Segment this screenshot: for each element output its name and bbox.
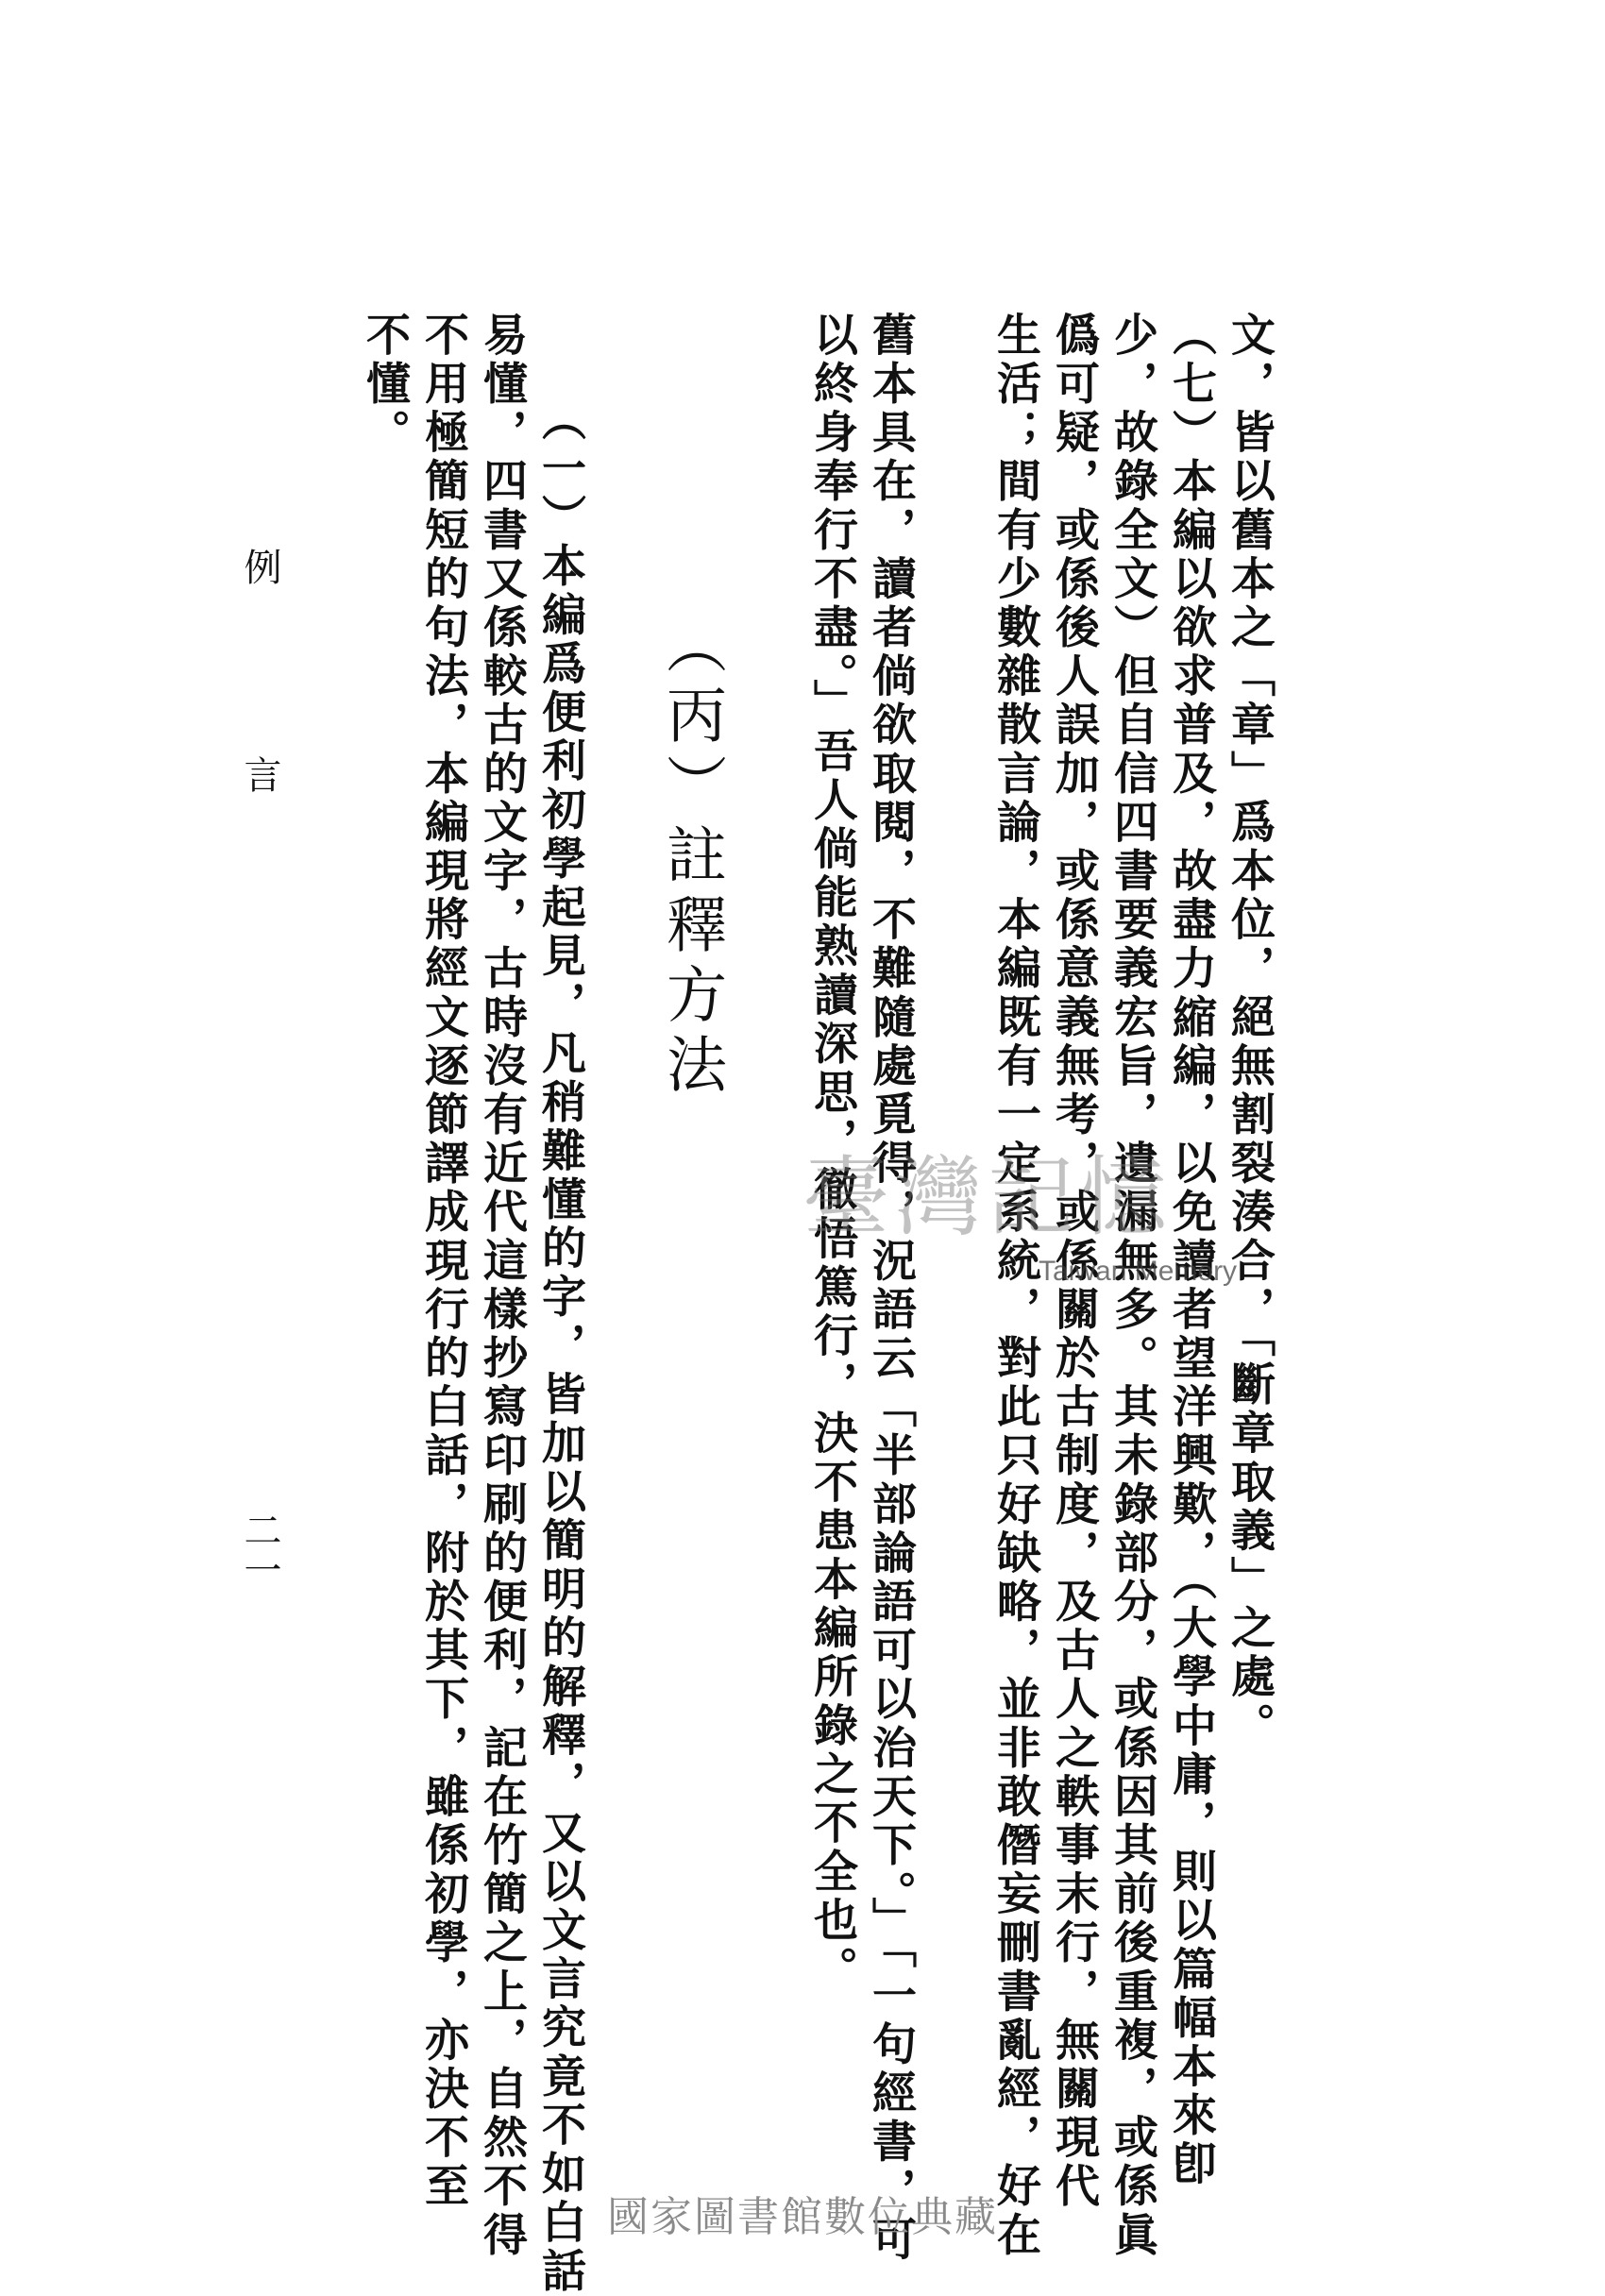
text-column: 不懂。 bbox=[359, 312, 411, 458]
text-column: 易懂，四書又係較古的文字，古時沒有近代這樣抄寫印刷的便利，記在竹簡之上，自然不得 bbox=[476, 312, 528, 2260]
text-column: 舊本具在，讀者倘欲取閱，不難隨處覓得，況語云「半部論語可以治天下。」「一句經書，可 bbox=[865, 312, 917, 2265]
text-column: 不用極簡短的句法，本編現將經文逐節譯成現行的白話，附於其下，雖係初學，亦決不至 bbox=[417, 312, 469, 2212]
footer-collection-label: 國家圖書館數位典藏 bbox=[607, 2193, 998, 2241]
text-column: 僞可疑，或係後人誤加，或係意義無考，或係關於古制度，及古人之軼事末行，無關現代 bbox=[1048, 312, 1100, 2212]
watermark-logo: 臺灣記憶 bbox=[802, 1147, 1174, 1248]
text-column: （七）本編以欲求普及，故盡力縮編，以免讀者望洋興歎，（大學中庸，則以篇幅本來卽 bbox=[1165, 312, 1217, 2189]
watermark-subtitle: Taiwan Memory bbox=[1039, 1256, 1238, 1287]
section-heading: （丙）註釋方法 bbox=[656, 614, 726, 1103]
running-head: 例 言 bbox=[238, 548, 281, 859]
page-number: 二一 bbox=[238, 1511, 281, 1590]
text-column: 少，故錄全文）但自信四書要義宏旨，遺漏無多。其未錄部分，或係因其前後重複，或係眞 bbox=[1107, 312, 1158, 2260]
text-column: 文，皆以舊本之「章」爲本位，絕無割裂湊合，「斷章取義」之處。 bbox=[1224, 312, 1276, 1751]
text-column: （一）本編爲便利初學起見，凡稍難懂的字，皆加以簡明的解釋，又以文言究竟不如白話 bbox=[534, 397, 586, 2296]
text-column: 生活；間有少數雜散言論，本編既有一定系統，對此只好缺略，並非敢僭妄刪書亂經，好在 bbox=[989, 312, 1041, 2260]
text-column: 以終身奉行不盡。」吾人倘能熟讀深思，徹悟篤行，決不患本編所錄之不全也。 bbox=[806, 312, 858, 1995]
